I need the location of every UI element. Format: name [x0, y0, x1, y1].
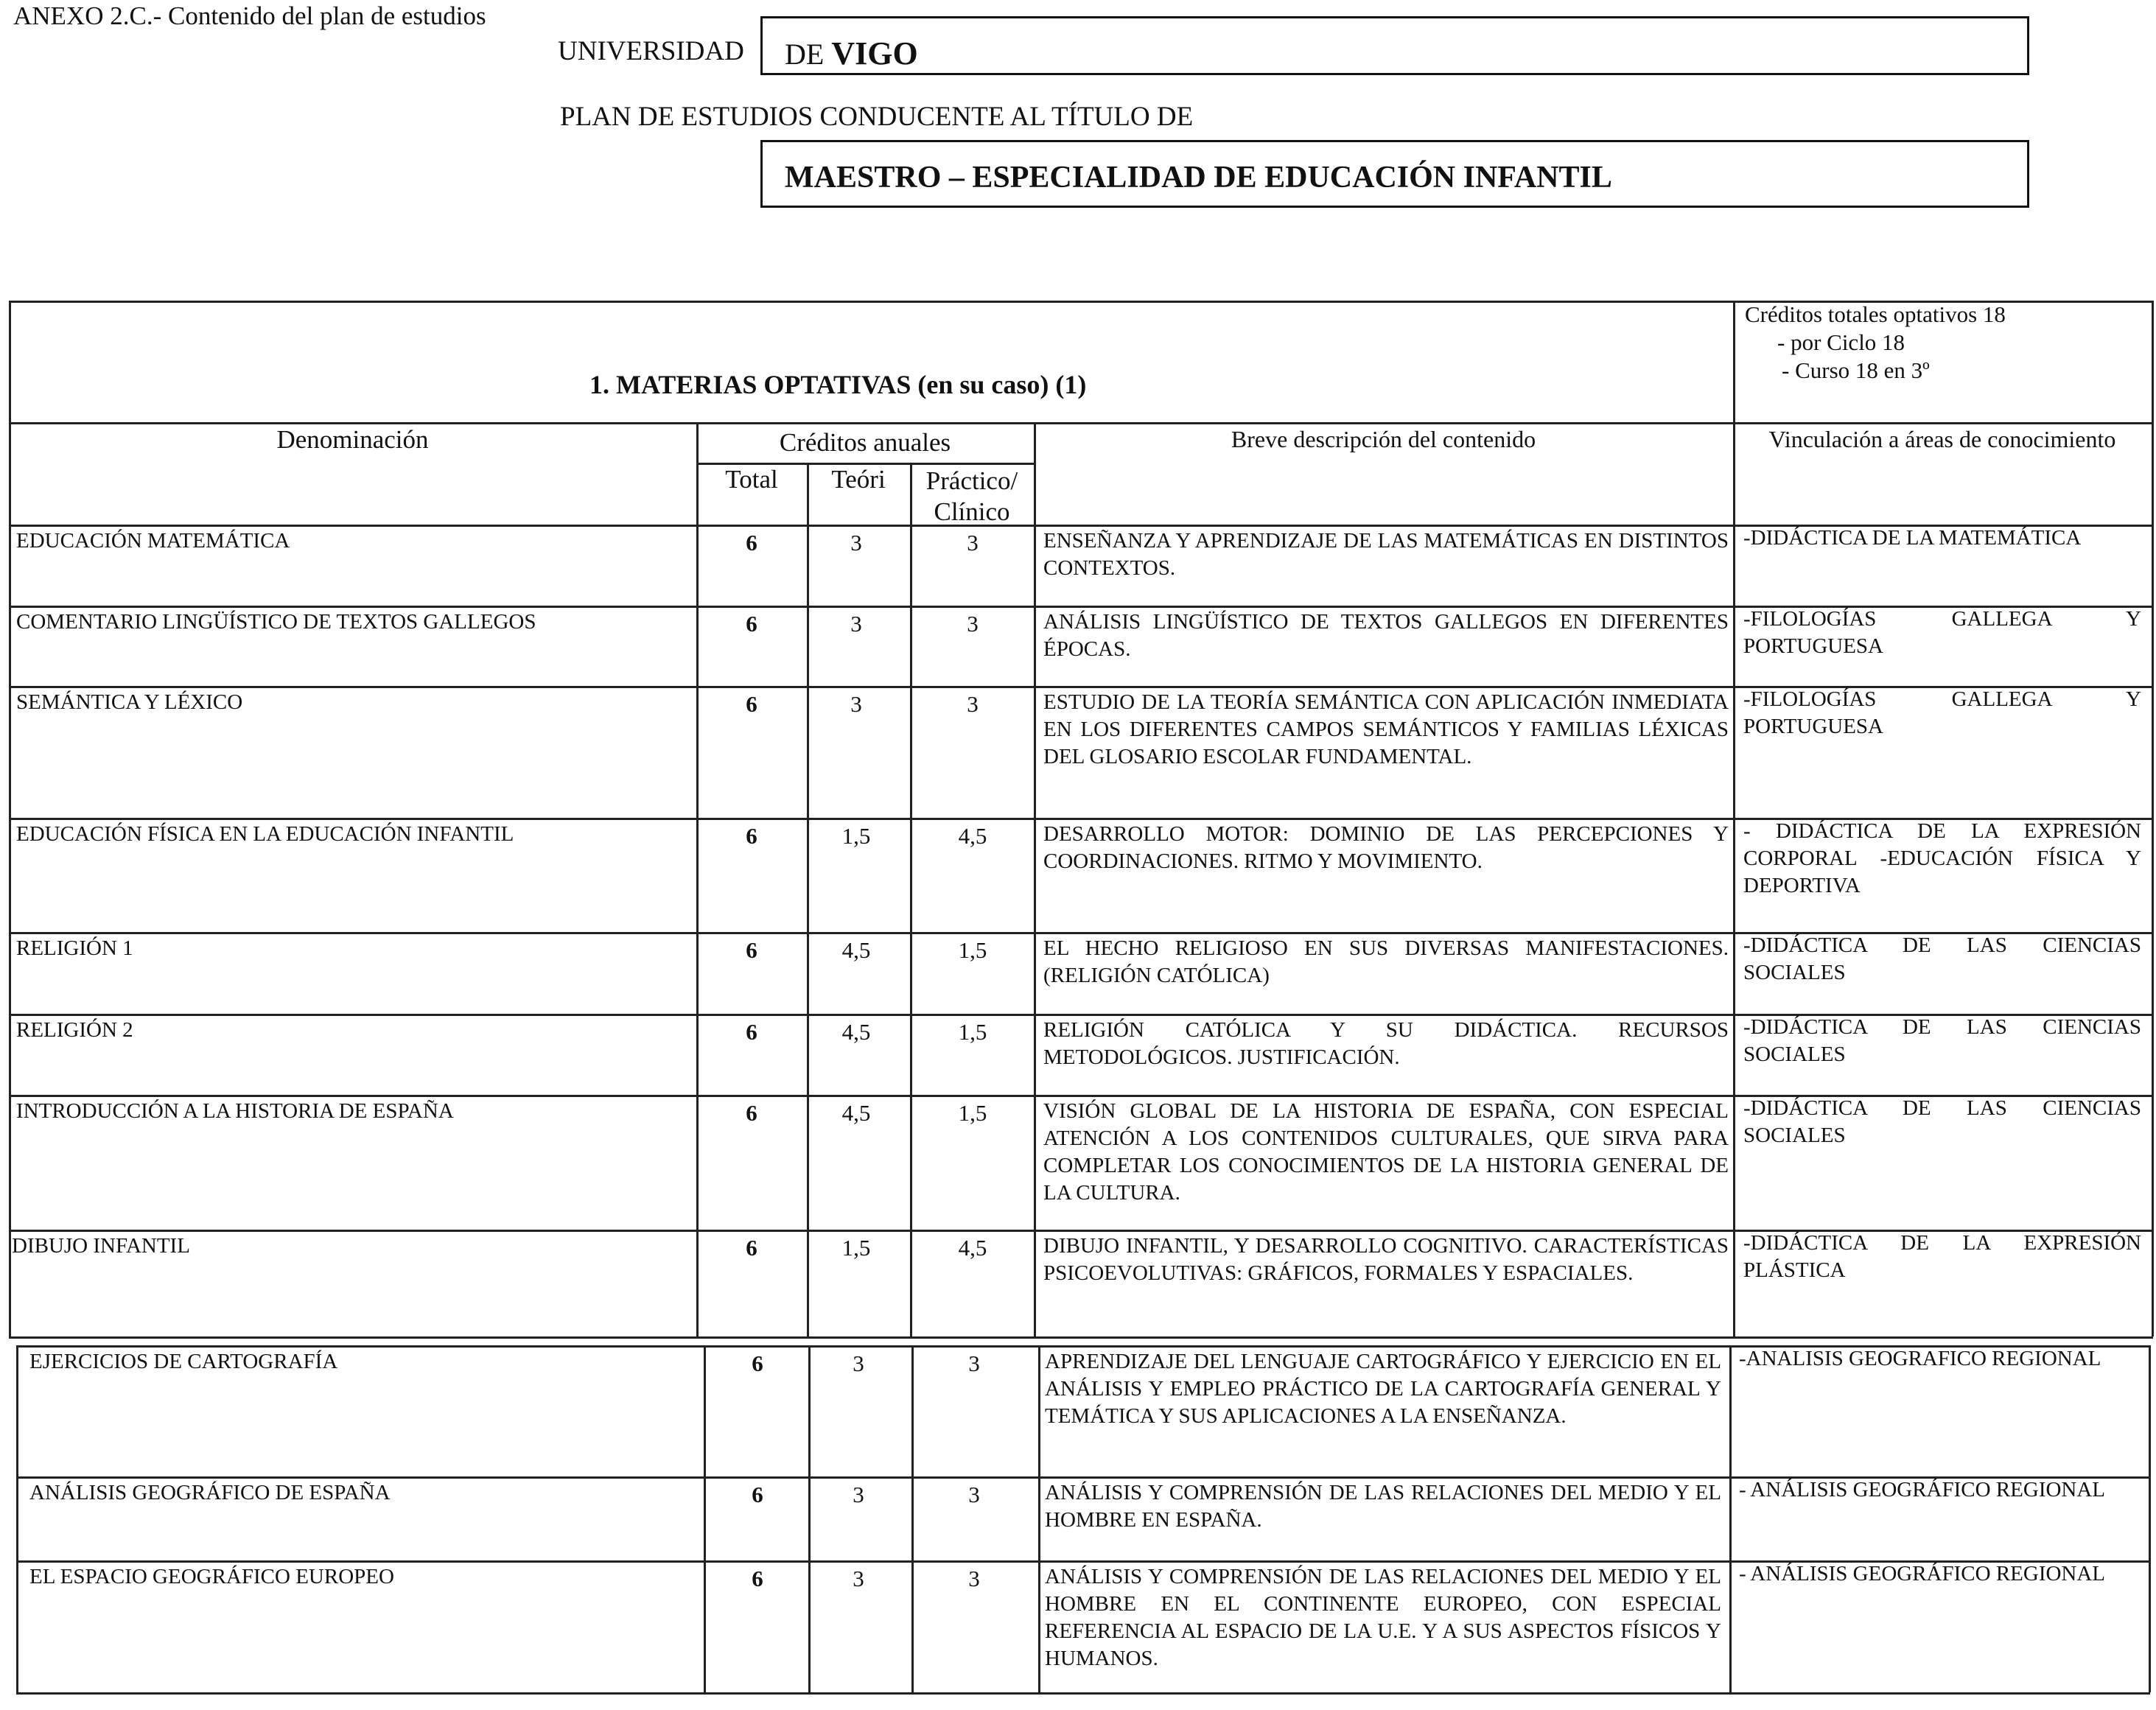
- credits-total: Créditos totales optativos 18: [1745, 301, 2006, 327]
- row-teori: 1,5: [841, 1235, 871, 1261]
- row-name: RELIGIÓN 2: [16, 1018, 133, 1042]
- row-total: 6: [746, 1019, 757, 1045]
- university-name: VIGO: [831, 35, 918, 71]
- row-area: -DIDÁCTICA DE LA EXPRESIÓN PLÁSTICA: [1743, 1231, 2141, 1282]
- col-practico-line1: Práctico/: [925, 466, 1018, 495]
- row-teori: 3: [850, 691, 862, 717]
- row-practico: 3: [968, 1566, 980, 1591]
- row-description: RELIGIÓN CATÓLICA Y SU DIDÁCTICA. RECURSOS METODOLÓGICOS. JUSTIFICACIÓN.: [1043, 1018, 1729, 1069]
- row-total: 6: [746, 611, 757, 637]
- table-border: [696, 422, 699, 1336]
- row-total: 6: [752, 1482, 763, 1507]
- row-practico: 3: [967, 611, 979, 637]
- row-name: EJERCICIOS DE CARTOGRAFÍA: [29, 1350, 338, 1373]
- row-teori: 1,5: [841, 823, 871, 849]
- row-practico: 1,5: [958, 1100, 987, 1126]
- row-name: DIBUJO INFANTIL: [12, 1234, 190, 1258]
- university-label: UNIVERSIDAD: [558, 36, 744, 66]
- section-title: 1. MATERIAS OPTATIVAS (en su caso) (1): [589, 370, 1087, 399]
- table-border: [807, 463, 809, 1336]
- row-total: 6: [746, 937, 757, 963]
- row-area: - ANÁLISIS GEOGRÁFICO REGIONAL: [1739, 1478, 2106, 1501]
- row-total: 6: [746, 1100, 757, 1126]
- row-name: RELIGIÓN 1: [16, 936, 133, 960]
- row-area: -FILOLOGÍAS GALLEGA Y PORTUGUESA: [1743, 607, 2141, 658]
- col-practico: [910, 466, 1034, 528]
- row-teori: 4,5: [841, 1019, 871, 1045]
- row-total: 6: [752, 1350, 763, 1376]
- university-value: [785, 35, 918, 72]
- row-practico: 1,5: [958, 937, 987, 963]
- row-name: EL ESPACIO GEOGRÁFICO EUROPEO: [29, 1565, 394, 1588]
- row-description: EL HECHO RELIGIOSO EN SUS DIVERSAS MANIFESTACIONES. (RELIGIÓN CATÓLICA): [1043, 936, 1729, 987]
- row-description: DESARROLLO MOTOR: DOMINIO DE LAS PERCEPCIONES Y COORDINACIONES. RITMO Y MOVIMIENTO.: [1043, 822, 1729, 873]
- row-description: DIBUJO INFANTIL, Y DESARROLLO COGNITIVO. CARACTERÍSTICAS PSICOEVOLUTIVAS: GRÁFICOS, FORMALES Y ESPACIALES.: [1043, 1234, 1729, 1285]
- col-practico-line2: Clínico: [934, 497, 1010, 526]
- row-teori: 4,5: [841, 1100, 871, 1126]
- col-total: Total: [725, 465, 778, 494]
- table-border: [704, 1345, 706, 1692]
- row-practico: 3: [967, 691, 979, 717]
- row-area: -DIDÁCTICA DE LAS CIENCIAS SOCIALES: [1743, 1096, 2141, 1147]
- row-total: 6: [752, 1566, 763, 1591]
- row-area: -DIDÁCTICA DE LAS CIENCIAS SOCIALES: [1743, 933, 2141, 984]
- row-teori: 3: [850, 611, 862, 637]
- row-description: APRENDIZAJE DEL LENGUAJE CARTOGRÁFICO Y EJERCICIO EN EL ANÁLISIS Y EMPLEO PRÁCTICO DE LA CARTOGRAFÍA GENERAL Y TEMÁTICA Y SUS APLICACIONES A LA ENSEÑANZA.: [1045, 1350, 1721, 1428]
- degree-title-box: [760, 140, 2029, 208]
- table-border: [9, 422, 2153, 424]
- university-box: [760, 16, 2029, 75]
- row-practico: 1,5: [958, 1019, 987, 1045]
- row-area: -DIDÁCTICA DE LAS CIENCIAS SOCIALES: [1743, 1015, 2141, 1066]
- university-prefix: DE: [785, 38, 825, 71]
- annex-heading: ANEXO 2.C.- Contenido del plan de estudios: [13, 1, 486, 30]
- row-area: - ANÁLISIS GEOGRÁFICO REGIONAL: [1739, 1562, 2106, 1585]
- col-creditos-anuales: Créditos anuales: [779, 428, 951, 457]
- row-description: ENSEÑANZA Y APRENDIZAJE DE LAS MATEMÁTICAS EN DISTINTOS CONTEXTOS.: [1043, 529, 1729, 580]
- col-denominacion: Denominación: [276, 425, 429, 454]
- table-border: [1034, 422, 1036, 1336]
- row-area: -FILOLOGÍAS GALLEGA Y PORTUGUESA: [1743, 687, 2141, 738]
- row-name: SEMÁNTICA Y LÉXICO: [16, 690, 243, 714]
- row-description: VISIÓN GLOBAL DE LA HISTORIA DE ESPAÑA, CON ESPECIAL ATENCIÓN A LOS CONTENIDOS CULTURALES, QUE SIRVA PARA COMPLETAR LOS CONOCIMIENTOS DE LA HISTORIA GENERAL DE LA CULTURA.: [1043, 1099, 1729, 1205]
- plan-label: PLAN DE ESTUDIOS CONDUCENTE AL TÍTULO DE: [560, 102, 1194, 132]
- table-border: [1729, 1345, 1732, 1692]
- row-practico: 3: [968, 1482, 980, 1507]
- table-border: [911, 1345, 914, 1692]
- row-name: INTRODUCCIÓN A LA HISTORIA DE ESPAÑA: [16, 1099, 454, 1123]
- row-area: - DIDÁCTICA DE LA EXPRESIÓN CORPORAL -EDUCACIÓN FÍSICA Y DEPORTIVA: [1743, 819, 2141, 897]
- row-total: 6: [746, 530, 757, 556]
- col-teori: Teóri: [831, 465, 886, 494]
- row-teori: 4,5: [841, 937, 871, 963]
- row-name: EDUCACIÓN FÍSICA EN LA EDUCACIÓN INFANTIL: [16, 822, 514, 846]
- table-border: [16, 1345, 18, 1692]
- row-name: EDUCACIÓN MATEMÁTICA: [16, 529, 290, 553]
- row-teori: 3: [853, 1482, 864, 1507]
- row-name: ANÁLISIS GEOGRÁFICO DE ESPAÑA: [29, 1481, 391, 1504]
- row-practico: 4,5: [958, 823, 987, 849]
- row-practico: 3: [967, 530, 979, 556]
- credits-per-cycle: - por Ciclo 18: [1777, 329, 1905, 355]
- table-border: [808, 1345, 811, 1692]
- table-border: [1038, 1345, 1040, 1692]
- credits-summary: [1745, 301, 2006, 385]
- credits-per-course: - Curso 18 en 3º: [1782, 357, 1930, 383]
- row-teori: 3: [853, 1566, 864, 1591]
- row-total: 6: [746, 823, 757, 849]
- col-vinculacion: Vinculación a áreas de conocimiento: [1768, 426, 2116, 452]
- row-teori: 3: [850, 530, 862, 556]
- row-description: ESTUDIO DE LA TEORÍA SEMÁNTICA CON APLICACIÓN INMEDIATA EN LOS DIFERENTES CAMPOS SEMÁNTICOS Y FAMILIAS LÉXICAS DEL GLOSARIO ESCOLAR FUNDAMENTAL.: [1043, 690, 1729, 768]
- table-border: [2149, 1345, 2151, 1692]
- row-practico: 3: [968, 1350, 980, 1376]
- table-border: [910, 463, 912, 1336]
- row-name: COMENTARIO LINGÜÍSTICO DE TEXTOS GALLEGOS: [16, 610, 536, 634]
- row-total: 6: [746, 691, 757, 717]
- row-description: ANÁLISIS LINGÜÍSTICO DE TEXTOS GALLEGOS EN DIFERENTES ÉPOCAS.: [1043, 610, 1729, 661]
- row-description: ANÁLISIS Y COMPRENSIÓN DE LAS RELACIONES DEL MEDIO Y EL HOMBRE EN EL CONTINENTE EUROPEO, CON ESPECIAL REFERENCIA AL ESPACIO DE LA U.E. Y A SUS ASPECTOS FÍSICOS Y HUMANOS.: [1045, 1565, 1721, 1670]
- row-total: 6: [746, 1235, 757, 1261]
- row-description: ANÁLISIS Y COMPRENSIÓN DE LAS RELACIONES DEL MEDIO Y EL HOMBRE EN ESPAÑA.: [1045, 1481, 1721, 1532]
- table-border: [9, 1336, 2153, 1339]
- row-practico: 4,5: [958, 1235, 987, 1261]
- row-teori: 3: [853, 1350, 864, 1376]
- table-border: [16, 1692, 2150, 1695]
- col-descripcion: Breve descripción del contenido: [1231, 426, 1536, 452]
- row-area: -ANALISIS GEOGRAFICO REGIONAL: [1739, 1347, 2101, 1370]
- degree-title: MAESTRO – ESPECIALIDAD DE EDUCACIÓN INFANTIL: [785, 161, 1612, 195]
- row-area: -DIDÁCTICA DE LA MATEMÁTICA: [1743, 526, 2082, 550]
